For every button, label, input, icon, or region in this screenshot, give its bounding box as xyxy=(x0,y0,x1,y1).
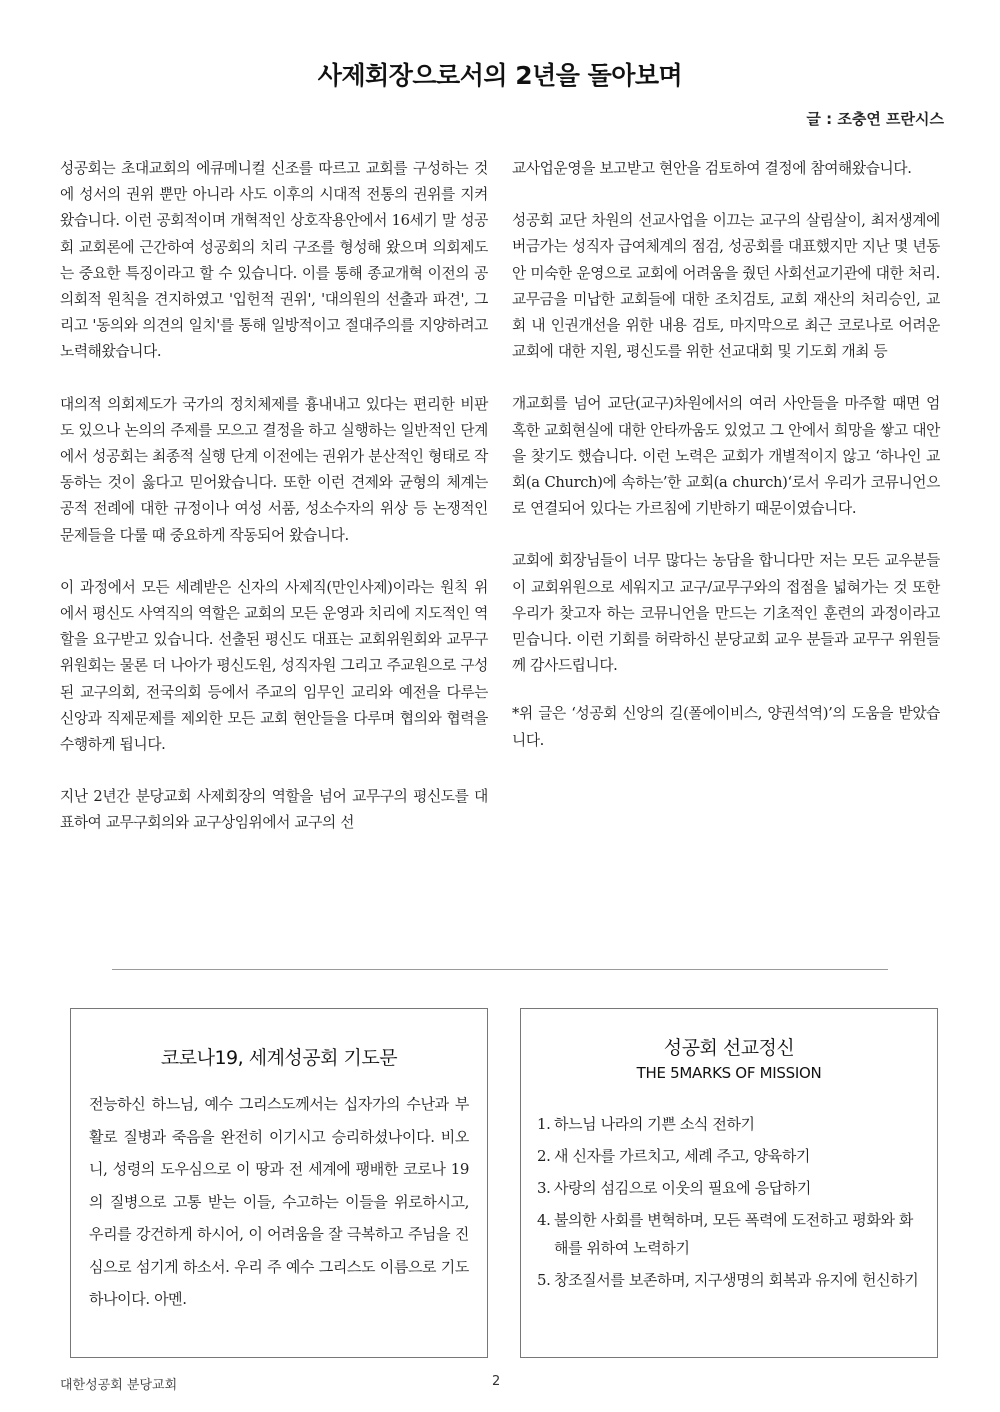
section-divider xyxy=(112,969,888,970)
mission-item-number: 4. xyxy=(537,1211,551,1229)
article-paragraph: 성공회는 초대교회의 에큐메니컬 신조를 따르고 교회를 구성하는 것에 성서의 권위 뿐만 아니라 사도 이후의 시대적 전통의 권위를 지켜왔습니다. 이런 공회적이며 개혁적인 상호작용안에서 16세기 말 성공회 교회론에 근간하여 성공회의 치리 구조를 형성해 왔으며 의회제도는 중요한 특징이라고 할 수 있습니다. 이를 통해 종교개혁 이전의 공의회적 원칙을 견지하였고 '입헌적 권위', '대의원의 선출과 파견', 그리고 '동의와 의견의 일치'를 통해 일방적이고 절대주의를 지양하려고 노력해왔습니다. xyxy=(60,160,488,361)
mission-item-text: 불의한 사회를 변혁하며, 모든 폭력에 도전하고 평화와 화해를 위하여 노력하기 xyxy=(554,1211,914,1257)
page-number: 2 xyxy=(492,1374,501,1389)
mission-item-number: 1. xyxy=(537,1115,551,1133)
article-paragraph: 지난 2년간 분당교회 사제회장의 역할을 넘어 교무구의 평신도를 대표하여 교무구회의와 교구상임위에서 교구의 선 xyxy=(60,788,488,832)
mission-item xyxy=(537,1142,923,1170)
byline: 글 : 조충연 프란시스 xyxy=(806,110,944,128)
article-left-column xyxy=(60,156,488,863)
mission-subtitle: THE 5MARKS OF MISSION xyxy=(636,1064,822,1082)
mission-title: 성공회 선교정신 xyxy=(663,1037,795,1059)
page-title: 사제회장으로서의 2년을 돌아보며 xyxy=(317,61,683,90)
mission-item-text: 사랑의 섬김으로 이웃의 필요에 응답하기 xyxy=(554,1179,812,1197)
mission-item-text: 하느님 나라의 기쁜 소식 전하기 xyxy=(554,1115,755,1133)
article-paragraph: 개교회를 넘어 교단(교구)차원에서의 여러 사안들을 마주할 때면 엄혹한 교회현실에 대한 안타까움도 있었고 그 안에서 희망을 쌓고 대안을 찾기도 했습니다. 이런 노력은 교회가 개별적이지 않고 ‘하나인 교회(a Church)에 속하는’한 교회(a church)‘로서 우리가 코뮤니언으로 연결되어 있다는 가르침에 기반하기 때문이였습니다. xyxy=(512,395,940,518)
article-paragraph: 이 과정에서 모든 세례받은 신자의 사제직(만인사제)이라는 원칙 위에서 평신도 사역직의 역할은 교회의 모든 운영과 치리에 지도적인 역할을 요구받고 있습니다. 선출된 평신도 대표는 교회위원회와 교무구위원회는 물론 더 나아가 평신도원, 성직자원 그리고 주교원으로 구성된 교구의회, 전국의회 등에서 주교의 임무인 교리와 예전을 다루는 신앙과 직제문제를 제외한 모든 교회 현안들을 다루며 협의와 협력을 수행하게 됩니다. xyxy=(60,578,488,754)
article-paragraph: 성공회 교단 차원의 선교사업을 이끄는 교구의 살림살이, 최저생계에 버금가는 성직자 급여체계의 점검, 성공회를 대표했지만 지난 몇 년동안 미숙한 운영으로 교회에 어려움을 줬던 사회선교기관에 대한 처리. 교무금을 미납한 교회들에 대한 조치검토, 교회 재산의 처리승인, 교회 내 인권개선을 위한 내용 검토, 마지막으로 최근 코로나로 어려운 교회에 대한 지원, 평신도를 위한 선교대회 및 기도회 개최 등 xyxy=(512,212,940,361)
article-footnote: *위 글은 ‘성공회 신앙의 길(폴에이비스, 양권석역)’의 도움을 받았습니다. xyxy=(512,705,940,749)
mission-item-text: 새 신자를 가르치고, 세례 주고, 양육하기 xyxy=(554,1147,811,1165)
mission-item-number: 2. xyxy=(537,1147,551,1165)
mission-item xyxy=(537,1174,923,1202)
mission-item-text: 창조질서를 보존하며, 지구생명의 회복과 유지에 헌신하기 xyxy=(554,1271,919,1289)
mission-item-number: 5. xyxy=(537,1271,551,1289)
mission-item-number: 3. xyxy=(537,1179,551,1197)
article-paragraph: 교회에 회장님들이 너무 많다는 농담을 합니다만 저는 모든 교우분들이 교회위원으로 세워지고 교구/교무구와의 접점을 넓혀가는 것 또한 우리가 찾고자 하는 코뮤니언을 만드는 기초적인 훈련의 과정이라고 믿습니다. 이런 기회를 허락하신 분당교회 교우 분들과 교무구 위원들께 감사드립니다. xyxy=(512,552,940,675)
article-paragraph: 교사업운영을 보고받고 현안을 검토하여 결정에 참여해왔습니다. xyxy=(512,160,912,177)
article-right-column xyxy=(512,156,940,780)
mission-box xyxy=(520,1008,938,1358)
prayer-title: 코로나19, 세계성공회 기도문 xyxy=(160,1047,398,1069)
mission-item xyxy=(537,1206,923,1262)
mission-item xyxy=(537,1266,923,1294)
mission-list xyxy=(521,1110,937,1294)
prayer-box xyxy=(70,1008,488,1358)
prayer-text: 전능하신 하느님, 예수 그리스도께서는 십자가의 수난과 부활로 질병과 죽음을 완전히 이기시고 승리하셨나이다. 비오니, 성령의 도우심으로 이 땅과 전 세계에 팽배한 코로나 19의 질병으로 고통 받는 이들, 수고하는 이들을 위로하시고, 우리를 강건하게 하시어, 이 어려움을 잘 극복하고 주님을 진심으로 섬기게 하소서. 우리 주 예수 그리스도 이름으로 기도하나이다. 아멘. xyxy=(89,1095,469,1308)
article-paragraph: 대의적 의회제도가 국가의 정치체제를 흉내내고 있다는 편리한 비판도 있으나 논의의 주제를 모으고 결정을 하고 실행하는 일반적인 단계에서 성공회는 최종적 실행 단계 이전에는 권위가 분산적인 형태로 작동하는 것이 옳다고 믿어왔습니다. 또한 이런 견제와 균형의 체계는 공적 전례에 대한 규정이나 여성 서품, 성소수자의 위상 등 논쟁적인 문제들을 다룰 때 중요하게 작동되어 왔습니다. xyxy=(60,395,488,544)
mission-item xyxy=(537,1110,923,1138)
footer-publisher: 대한성공회 분당교회 xyxy=(60,1378,178,1393)
